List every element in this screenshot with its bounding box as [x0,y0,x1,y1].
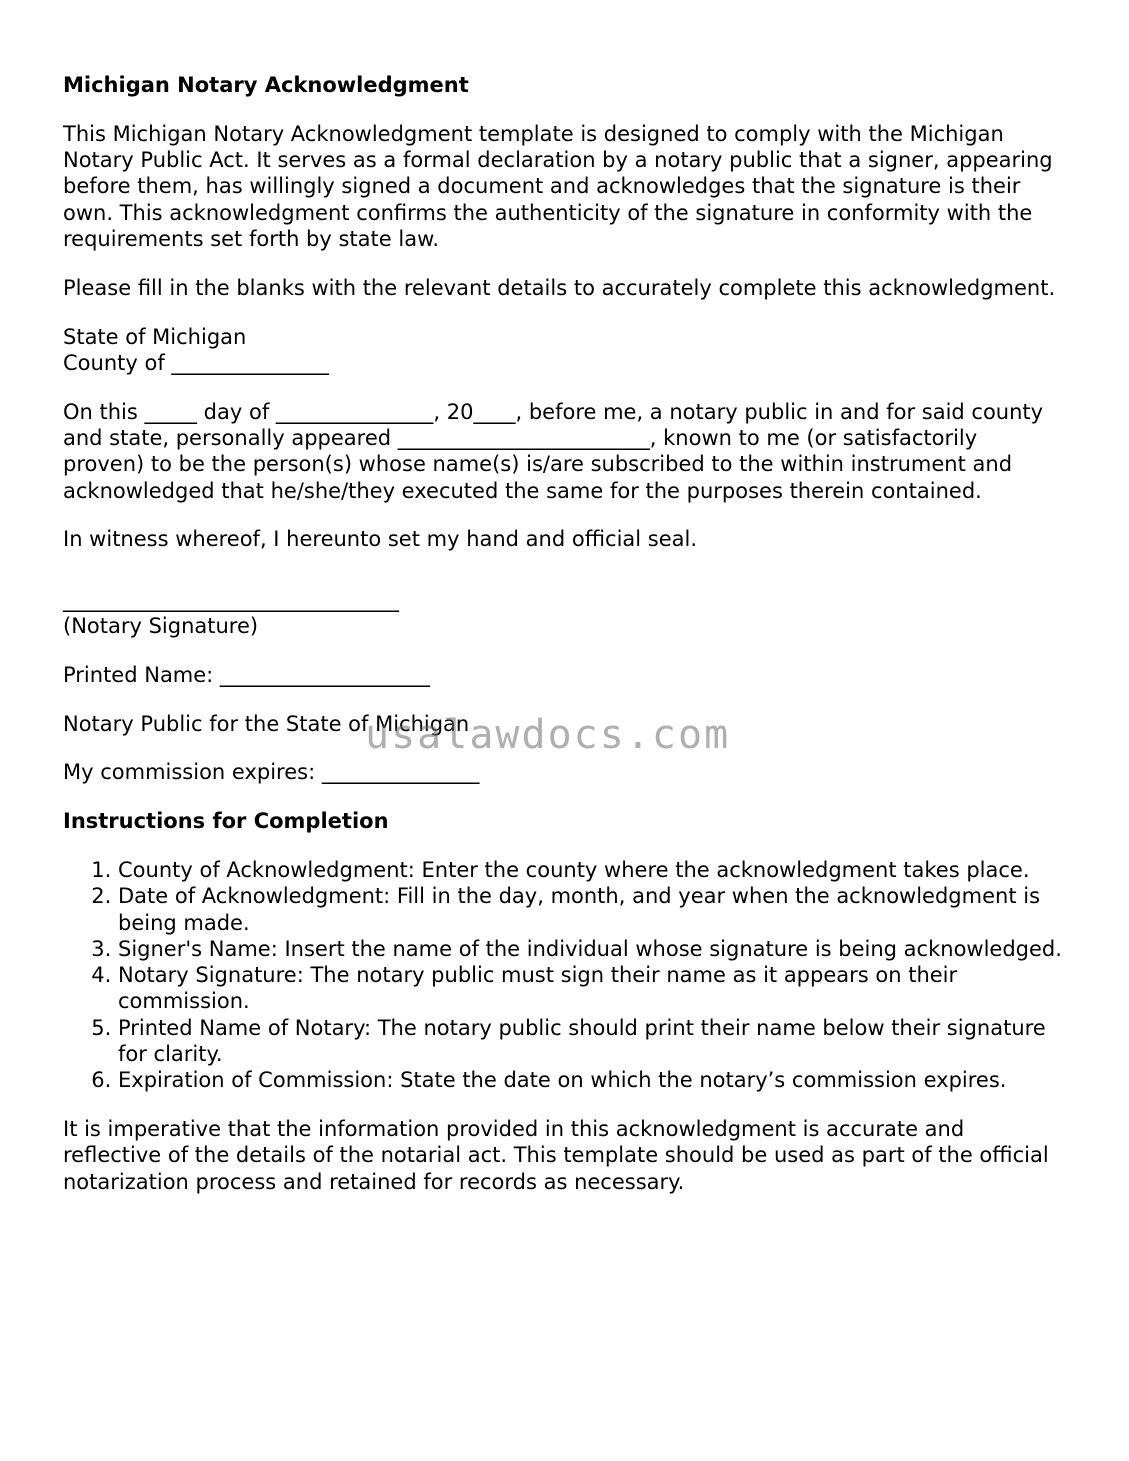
list-item: 6. Expiration of Commission: State the date on which the notary’s commission expires. [118,1067,1063,1093]
instructions-heading: Instructions for Completion [63,809,389,834]
signature-label: (Notary Signature) [63,613,259,638]
intro-paragraph: This Michigan Notary Acknowledgment template is designed to comply with the Michigan Notary Public Act. It serves as a formal declaration by a notary public that a signer, appearing before them, has willingly signed a document and acknowledges that the signature is their own. This acknowledgment confirms the authenticity of the signature in conformity with the requirements set forth by state law. [63,121,1060,251]
list-item: 5. Printed Name of Notary: The notary public should print their name below their signature for clarity. [118,1015,1063,1068]
closing-paragraph: It is imperative that the information provided in this acknowledgment is accurate and reflective of the details of the notarial act. This template should be used as part of the official notarization process and retained for records as necessary. [63,1117,1056,1194]
list-item: 3. Signer's Name: Insert the name of the individual whose signature is being acknowledged. [118,936,1063,962]
notary-public-line: Notary Public for the State of Michigan [63,711,470,736]
list-item: 1. County of Acknowledgment: Enter the county where the acknowledgment takes place. [118,857,1063,883]
fill-instruction-paragraph: Please fill in the blanks with the relevant details to accurately complete this acknowledgment. [63,275,1056,300]
appearance-paragraph: On this _____ day of _______________, 20____, before me, a notary public in and for said county and state, personally appeared ________________________, known to me (or satisfactorily proven) to be the person(s) whose name(s) is/are subscribed to the within instrument and acknowledged that he/she/they executed the same for the purposes therein contained. [63,399,1050,503]
witness-line: In witness whereof, I hereunto set my hand and official seal. [63,527,698,552]
signature-line: ________________________________ [63,587,399,612]
commission-expires-line: My commission expires: _______________ [63,760,480,785]
list-item: 2. Date of Acknowledgment: Fill in the day, month, and year when the acknowledgment is being made. [118,883,1063,936]
printed-name-line: Printed Name: ____________________ [63,662,430,687]
signature-block [63,587,1063,640]
state-line: State of Michigan [63,324,247,349]
county-line: County of _______________ [63,350,329,375]
list-item: 4. Notary Signature: The notary public must sign their name as it appears on their commission. [118,962,1063,1015]
watermark: usalawdocs.com [365,712,731,758]
venue-block [63,324,1063,377]
document-title: Michigan Notary Acknowledgment [63,73,469,97]
instructions-list [63,857,1063,1094]
document-page [63,72,1063,1218]
